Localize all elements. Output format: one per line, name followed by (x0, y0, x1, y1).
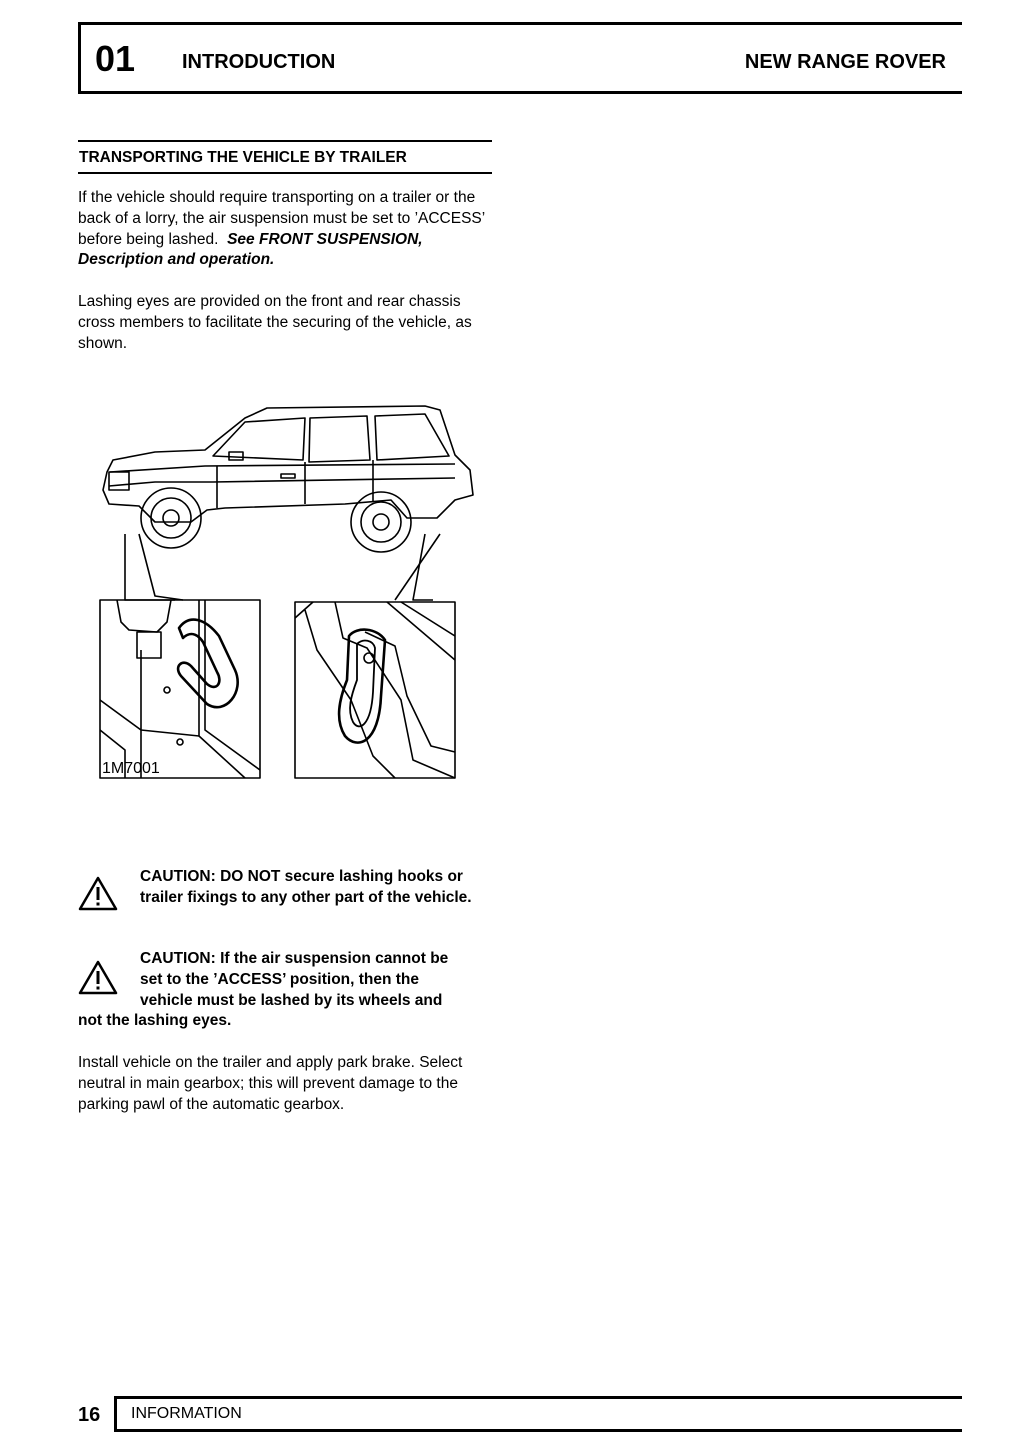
caution-air-suspension (140, 949, 490, 1011)
section-title: INTRODUCTION (182, 51, 336, 73)
manual-title: NEW RANGE ROVER (744, 51, 946, 73)
paragraph-lashing-eyes: Lashing eyes are provided on the front and rear chassis cross members to facilitate the securing of the vehicle, as shown. (78, 293, 472, 352)
section-heading-text: TRANSPORTING THE VEHICLE BY TRAILER (79, 149, 407, 166)
footer-label: INFORMATION (131, 1405, 242, 1422)
caution-line: set to the ’ACCESS’ position, then the (140, 970, 420, 988)
caution-triangle-icon (78, 960, 118, 996)
vehicle-lashing-figure (95, 400, 485, 790)
page-number: 16 (78, 1404, 101, 1426)
front-lashing-eye-detail (100, 600, 260, 778)
cross-reference: See FRONT SUSPENSION, Description and operation. (78, 230, 423, 269)
section-number: 01 (95, 38, 136, 79)
paragraph-park-brake: Install vehicle on the trailer and apply park brake. Select neutral in main gearbox; this will prevent damage to the parking pawl of the automatic gearbox. (78, 1054, 463, 1113)
rear-lashing-eye-detail (295, 602, 455, 778)
paragraph-access-text: If the vehicle should require transporting on a trailer or the back of a lorry, the air suspension must be set to ’ACCESS’ before being lashed. (78, 189, 485, 248)
figure-label: 1M7001 (102, 760, 160, 777)
paragraph-access (78, 188, 498, 271)
vehicle-illustration (103, 406, 473, 552)
caution-lashing-hooks: CAUTION: DO NOT secure lashing hooks or trailer fixings to any other part of the vehicle. (140, 868, 472, 906)
caution-triangle-icon (78, 876, 118, 912)
caution-line: vehicle must be lashed by its wheels and (140, 991, 443, 1009)
section-heading (78, 140, 492, 174)
caution-line: CAUTION: If the air suspension cannot be (140, 950, 449, 967)
caution-line: not the lashing eyes. (78, 1012, 232, 1029)
